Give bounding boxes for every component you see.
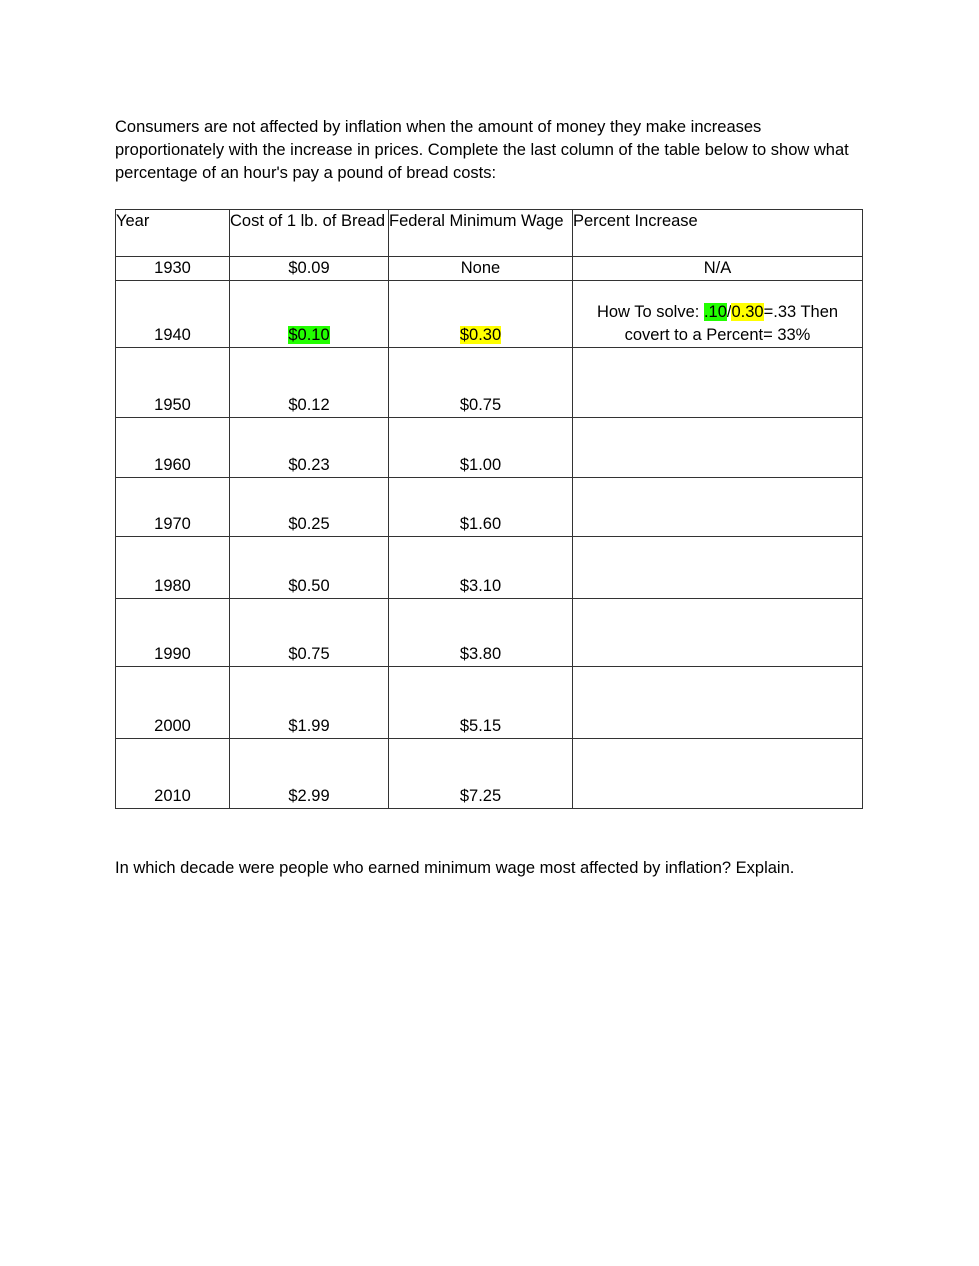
wage-cell: $5.15 — [389, 667, 573, 739]
instruction-prefix: How To solve: — [596, 303, 704, 321]
bread-cost-cell: $0.75 — [230, 599, 389, 667]
bread-cost-cell: $0.09 — [230, 257, 389, 281]
wage-cell: $1.60 — [389, 478, 573, 537]
year-cell: 1960 — [116, 418, 230, 478]
instruction-green-value: .10 — [703, 303, 727, 321]
bread-cost-cell: $0.23 — [230, 418, 389, 478]
year-cell: 1930 — [116, 257, 230, 281]
percent-cell — [573, 739, 863, 809]
table-row — [116, 281, 863, 348]
year-cell: 1990 — [116, 599, 230, 667]
wage-cell: $7.25 — [389, 739, 573, 809]
wage-cell: $3.80 — [389, 599, 573, 667]
instruction-slash: / — [726, 303, 732, 321]
year-cell: 2010 — [116, 739, 230, 809]
wage-cell: $3.10 — [389, 537, 573, 599]
bread-cost-cell: $1.99 — [230, 667, 389, 739]
percent-cell — [573, 348, 863, 418]
header-bread-cost: Cost of 1 lb. of Bread — [230, 210, 389, 257]
bread-cost-cell: $0.50 — [230, 537, 389, 599]
year-cell: 1940 — [116, 281, 230, 348]
percent-cell — [573, 418, 863, 478]
bread-cost-cell — [230, 281, 389, 348]
highlighted-wage: $0.30 — [459, 326, 502, 344]
bread-cost-cell: $0.25 — [230, 478, 389, 537]
bread-cost-cell: $2.99 — [230, 739, 389, 809]
instruction-suffix: =.33 Then — [763, 303, 839, 321]
table-row — [116, 739, 863, 809]
solve-instruction-cell — [573, 281, 863, 348]
bread-wage-table — [115, 209, 863, 809]
header-minimum-wage: Federal Minimum Wage — [389, 210, 573, 257]
highlighted-bread-cost: $0.10 — [288, 326, 330, 344]
intro-paragraph: Consumers are not affected by inflation when the amount of money they make increases proportionately with the increase in prices. Complete the last column of the table below to show what percentage of an hour's pay a pound of bread costs: — [115, 118, 849, 182]
table-row — [116, 257, 863, 281]
year-cell: 1950 — [116, 348, 230, 418]
wage-cell: $0.75 — [389, 348, 573, 418]
percent-cell — [573, 667, 863, 739]
percent-cell — [573, 478, 863, 537]
table-row — [116, 348, 863, 418]
wage-cell — [389, 281, 573, 348]
percent-cell — [573, 599, 863, 667]
bread-cost-cell: $0.12 — [230, 348, 389, 418]
year-cell: 1980 — [116, 537, 230, 599]
instruction-line2: covert to a Percent= 33% — [624, 326, 811, 344]
table-row — [116, 667, 863, 739]
wage-cell: $1.00 — [389, 418, 573, 478]
table-row — [116, 418, 863, 478]
header-year: Year — [116, 210, 230, 257]
table-row — [116, 537, 863, 599]
table-row — [116, 478, 863, 537]
percent-cell: N/A — [573, 257, 863, 281]
instruction-yellow-value: 0.30 — [731, 303, 764, 321]
wage-cell: None — [389, 257, 573, 281]
question-text: In which decade were people who earned minimum wage most affected by inflation? Explain. — [115, 859, 795, 877]
percent-cell — [573, 537, 863, 599]
header-percent-increase: Percent Increase — [573, 210, 863, 257]
table-row — [116, 599, 863, 667]
year-cell: 2000 — [116, 667, 230, 739]
table-header-row — [116, 210, 863, 257]
year-cell: 1970 — [116, 478, 230, 537]
